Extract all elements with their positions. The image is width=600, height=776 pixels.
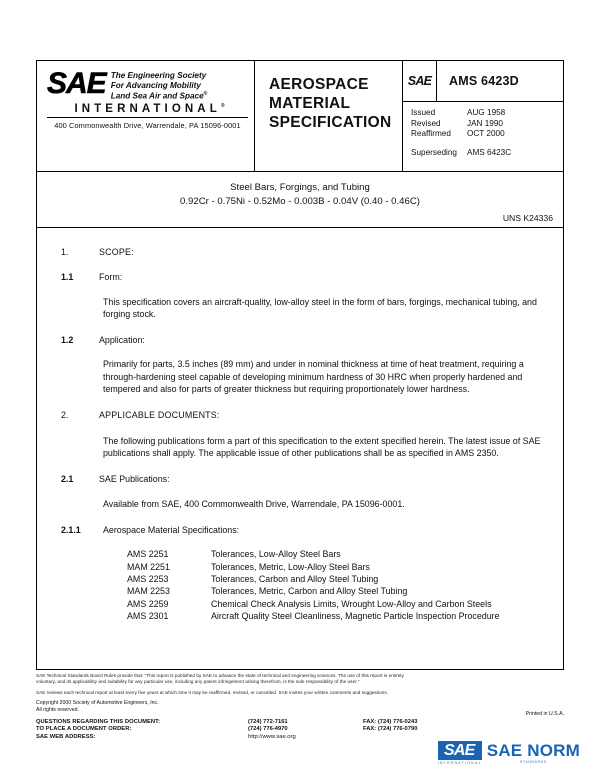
registered-mark-icon-2: ® [220,102,225,109]
section-applicable-documents-text: The following publications form a part of this specification to the extent specified herein. The latest issue of SAE publications shall apply. The applicable issue of other publications shall be as specified in AMS 2350. [103,435,541,458]
page-footer [36,673,564,742]
material-title: Steel Bars, Forgings, and Tubing [230,182,370,193]
document-reference-id: AMS 2259 [127,598,169,609]
section-application-text: Primarily for parts, 3.5 inches (89 mm) and under in nominal thickness at time of heat treatment, requiring a through-hardening steel capable of developing minimum hardness of 30 HRC when properly hardened and tempered and also for parts of greater thickness but requiring proportionately lower hardness. [103,359,524,395]
contact-fax-orders: FAX: (724) 776-0790 [363,726,418,733]
document-reference-id: MAM 2251 [127,561,170,572]
date-row-issued [411,108,563,119]
document-reference-id: AMS 2301 [127,611,169,622]
contact-label-orders: TO PLACE A DOCUMENT ORDER: [36,726,132,733]
document-reference-title: Tolerances, Metric, Low-Alloy Steel Bars [211,561,370,572]
printed-in-label: Printed in U.S.A. [525,711,564,717]
section-application-number: 1.2 [61,335,74,346]
document-reference-title: Tolerances, Low-Alloy Steel Bars [211,549,341,560]
section-form [61,271,547,283]
contact-row-questions [36,719,564,727]
date-value-revised: JAN 1990 [467,118,503,128]
document-reference-title: Chemical Check Analysis Limits, Wrought Low-Alloy and Carbon Steels [211,598,492,609]
section-aerospace-specs [61,524,547,536]
sae-badge-icon: SAE [403,61,437,101]
list-item [127,598,547,610]
sae-tagline-line-1: The Engineering Society [110,71,207,80]
list-item [127,573,547,585]
contact-web-address[interactable]: http://www.sae.org [248,734,296,741]
date-row-superseding [411,148,563,159]
document-ident-header [403,61,563,102]
document-type-line-3: SPECIFICATION [269,114,392,131]
disclaimer-line-3: SAE reviews each technical report at least every five years at which time it may be reaffirmed, revised, or cancelled. SAE invites your written comments and suggestions. [36,690,389,696]
sae-norm-badge-wrap [438,741,482,765]
list-item [127,585,547,597]
sae-norm-badge-sub: INTERNATIONAL [437,761,482,765]
sae-logo-row [47,69,248,102]
material-composition: 0.92Cr - 0.75Ni - 0.52Mo - 0.003B - 0.04V (0.40 - 0.46C) [180,195,420,207]
document-number: AMS 6423D [449,74,519,88]
copyright-line-2: All rights reserved. [36,706,79,713]
document-type-title [255,61,403,171]
section-aerospace-specs-title: Aerospace Material Specifications: [103,524,240,535]
sae-tagline-line-3: Land Sea Air and Space® [110,91,208,101]
contact-label-questions: QUESTIONS REGARDING THIS DOCUMENT: [36,718,161,725]
date-spacer [411,140,563,148]
subtitle-band [37,172,563,228]
section-applicable-documents-title: APPLICABLE DOCUMENTS: [99,410,220,421]
sae-wordmark-icon: SAE [47,67,106,100]
copyright-block [36,700,564,714]
disclaimer-line-2: voluntary, and its applicability and suitability for any particular use, including any patent infringement arising therefrom, is the sole responsibility of the user." [36,679,360,685]
sae-norm-tagline: STANDARDS [519,760,547,764]
sae-norm-text: SAE NORM [486,741,580,760]
contact-phone-questions: (724) 772-7161 [248,718,288,725]
list-item [127,548,547,560]
document-ident-block [403,61,563,171]
masthead [37,61,563,172]
sae-international-label: INTERNATIONAL® [47,103,248,118]
section-scope-title: SCOPE: [99,247,134,257]
sae-norm-logo [438,738,580,768]
list-item [127,610,547,622]
section-applicable-documents [61,409,547,421]
copyright-line-1: Copyright 2000 Society of Automotive Engineers, Inc. [36,699,159,706]
date-row-reaffirmed [411,129,563,140]
document-reference-title: Tolerances, Carbon and Alloy Steel Tubing [211,573,379,584]
section-form-number: 1.1 [61,272,74,283]
document-dates [403,102,563,171]
document-reference-id: AMS 2251 [127,549,169,560]
section-form-text: This specification covers an aircraft-quality, low-alloy steel in the form of bars, forgings, mechanical tubing, and forging stock. [103,296,537,319]
section-sae-publications-title: SAE Publications: [99,474,170,485]
document-reference-id: MAM 2253 [127,586,170,597]
superseding-label: Superseding [411,147,457,157]
section-scope [61,246,547,258]
contact-row-orders [36,726,564,734]
sae-norm-badge-icon: SAE [438,741,482,760]
list-item [127,561,547,573]
sae-address: 400 Commonwealth Drive, Warrendale, PA 15096-0001 [54,120,241,130]
section-form-title: Form: [99,272,123,283]
date-value-reaffirmed: OCT 2000 [467,129,505,139]
sae-tagline [111,69,208,102]
sae-norm-text-wrap [487,742,580,764]
contact-phone-orders: (724) 776-4970 [248,726,288,733]
date-label-revised: Revised [411,118,441,128]
section-application-title: Application: [99,335,145,346]
section-sae-publications-text: Available from SAE, 400 Commonwealth Drive, Warrendale, PA 15096-0001. [103,498,405,509]
document-reference-title: Aircraft Quality Steel Cleanliness, Magnetic Particle Inspection Procedure [211,611,500,622]
document-reference-id: AMS 2253 [127,573,169,584]
section-applicable-documents-number: 2. [61,410,69,421]
contact-label-web: SAE WEB ADDRESS: [36,734,96,741]
date-value-issued: AUG 1958 [467,108,506,117]
sae-logo-block [37,61,255,171]
document-frame [36,60,564,670]
document-reference-title: Tolerances, Metric, Carbon and Alloy Steel Tubing [211,586,408,597]
sae-tagline-line-2: For Advancing Mobility [110,80,201,90]
date-label-issued: Issued [411,108,436,117]
document-type-line-2: MATERIAL [269,95,351,112]
registered-mark-icon: ® [203,91,208,98]
superseding-value: AMS 6423C [467,147,512,157]
date-row-revised [411,119,563,130]
document-type-line-1: AEROSPACE [269,76,369,93]
disclaimer-line-1: SAE Technical Standards Board Rules provide that: "This report is published by SAE to advance the state of technical and engineering sciences. The use of this report is entirely [36,673,404,678]
disclaimer-block [36,673,564,685]
section-sae-publications [61,473,547,485]
contact-fax-questions: FAX: (724) 776-0243 [363,718,418,725]
section-aerospace-specs-number: 2.1.1 [61,524,81,535]
section-sae-publications-number: 2.1 [61,474,74,485]
section-scope-number: 1. [61,247,69,257]
referenced-documents-list [127,548,547,622]
section-application [61,334,547,346]
uns-designation: UNS K24336 [502,213,553,223]
document-body [37,228,563,669]
date-label-reaffirmed: Reaffirmed [411,129,451,139]
